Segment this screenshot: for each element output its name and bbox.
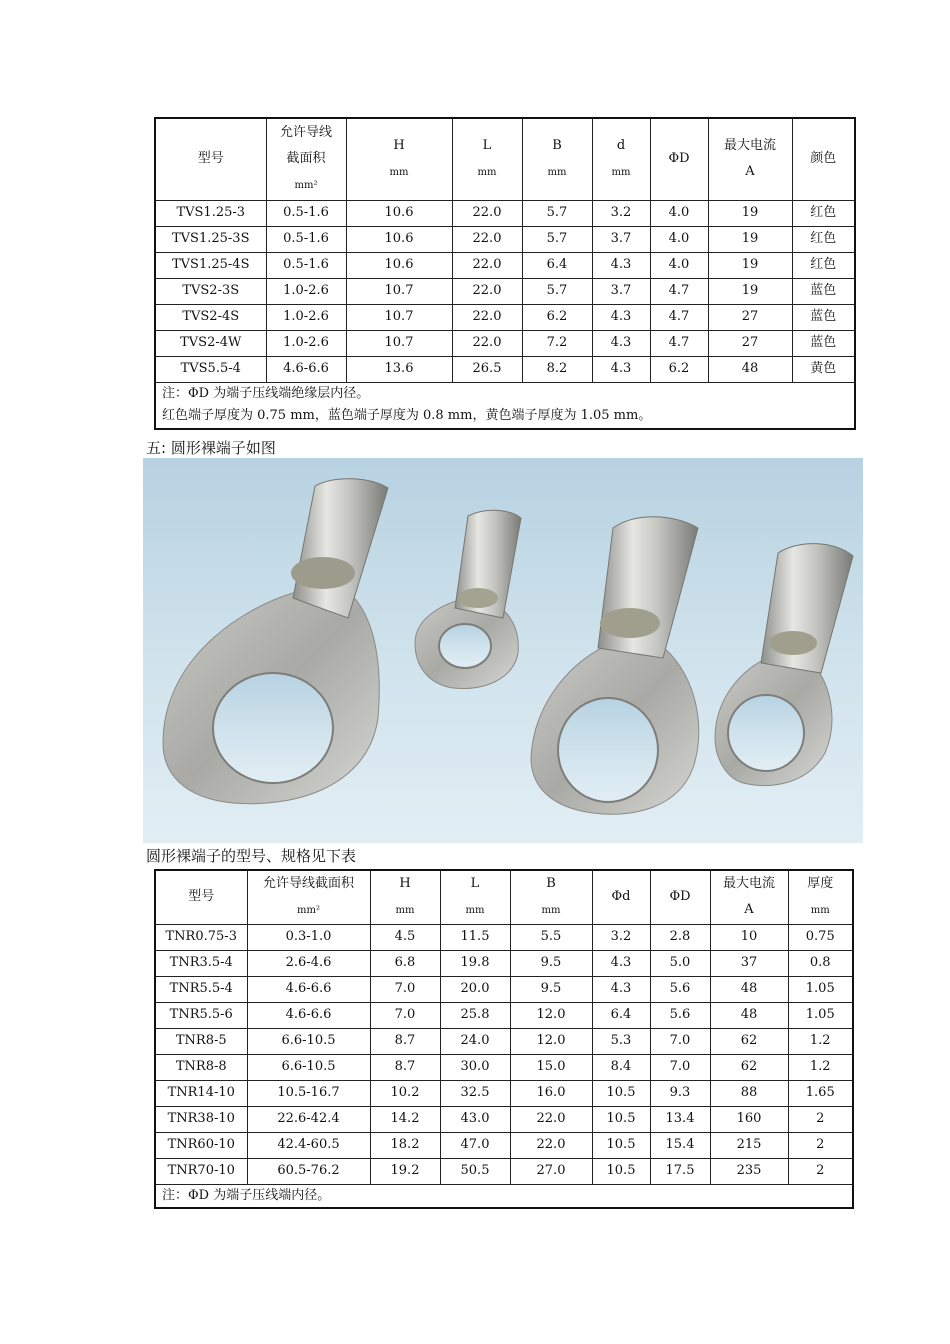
table-row xyxy=(155,1158,853,1184)
table-cell: 蓝色 xyxy=(792,304,855,330)
table-row xyxy=(155,200,855,226)
col-phiD-header: ΦD xyxy=(650,118,708,200)
table-row xyxy=(155,226,855,252)
table-cell: 6.2 xyxy=(522,304,592,330)
table-cell: 19.2 xyxy=(370,1158,440,1184)
table-cell: 3.2 xyxy=(592,200,650,226)
table-row xyxy=(155,1106,853,1132)
table-cell: 蓝色 xyxy=(792,330,855,356)
table-row xyxy=(155,278,855,304)
bare-ring-terminal-spec-table xyxy=(154,869,854,1209)
table-cell: 10.7 xyxy=(346,278,452,304)
table-cell: 5.3 xyxy=(592,1028,650,1054)
table-cell: 27 xyxy=(708,330,792,356)
col-thickness-header: 厚度 mm xyxy=(788,870,853,924)
table-cell: 2 xyxy=(788,1106,853,1132)
table2-caption: 圆形裸端子的型号、规格见下表 xyxy=(146,847,357,865)
table-cell: TNR70-10 xyxy=(155,1158,247,1184)
col-H-header: H mm xyxy=(370,870,440,924)
table-cell: 19.8 xyxy=(440,950,510,976)
table2-note-row xyxy=(155,1184,853,1208)
table-cell: 0.3-1.0 xyxy=(247,924,370,950)
table-row xyxy=(155,304,855,330)
table-cell: 2.8 xyxy=(650,924,710,950)
table-cell: 48 xyxy=(708,356,792,382)
table-cell: 8.4 xyxy=(592,1054,650,1080)
table-cell: TVS2-3S xyxy=(155,278,266,304)
table-cell: 0.5-1.6 xyxy=(266,252,346,278)
table-cell: 2.6-4.6 xyxy=(247,950,370,976)
table-cell: 2 xyxy=(788,1132,853,1158)
table-cell: TNR0.75-3 xyxy=(155,924,247,950)
table-cell: 5.7 xyxy=(522,200,592,226)
table-cell: 15.0 xyxy=(510,1054,592,1080)
table-cell: 1.2 xyxy=(788,1054,853,1080)
table-cell: 6.8 xyxy=(370,950,440,976)
table-cell: 6.6-10.5 xyxy=(247,1028,370,1054)
table-cell: 24.0 xyxy=(440,1028,510,1054)
table-cell: 1.05 xyxy=(788,976,853,1002)
table-cell: 62 xyxy=(710,1054,788,1080)
table-cell: 4.3 xyxy=(592,976,650,1002)
insulated-terminal-spec-table xyxy=(154,117,856,430)
table-cell: TVS2-4S xyxy=(155,304,266,330)
table-cell: TVS5.5-4 xyxy=(155,356,266,382)
table-cell: 4.3 xyxy=(592,304,650,330)
table-row xyxy=(155,950,853,976)
table1-note: 注：ΦD 为端子压线端绝缘层内径。 红色端子厚度为 0.75 mm，蓝色端子厚度为 0.8 mm，黄色端子厚度为 1.05 mm。 xyxy=(155,382,855,429)
table-cell: 0.8 xyxy=(788,950,853,976)
table2-note: 注：ΦD 为端子压线端内径。 xyxy=(155,1184,853,1208)
table-cell: 26.5 xyxy=(452,356,522,382)
table-cell: 19 xyxy=(708,252,792,278)
table-cell: 1.0-2.6 xyxy=(266,304,346,330)
col-L-header: L mm xyxy=(440,870,510,924)
table-cell: 4.5 xyxy=(370,924,440,950)
table-cell: 19 xyxy=(708,226,792,252)
table-cell: 10.6 xyxy=(346,200,452,226)
table-cell: 7.2 xyxy=(522,330,592,356)
table-row xyxy=(155,252,855,278)
table-cell: 5.0 xyxy=(650,950,710,976)
table-cell: 10.6 xyxy=(346,252,452,278)
table-cell: 8.7 xyxy=(370,1054,440,1080)
table-cell: TVS2-4W xyxy=(155,330,266,356)
table-cell: 1.2 xyxy=(788,1028,853,1054)
table-cell: 5.5 xyxy=(510,924,592,950)
table-cell: TNR8-5 xyxy=(155,1028,247,1054)
table-cell: 4.3 xyxy=(592,356,650,382)
table-cell: 3.7 xyxy=(592,226,650,252)
table-cell: 1.65 xyxy=(788,1080,853,1106)
table-row xyxy=(155,1002,853,1028)
table-cell: TNR5.5-6 xyxy=(155,1002,247,1028)
table-cell: 48 xyxy=(710,1002,788,1028)
table2-header-row xyxy=(155,870,853,924)
table-cell: 19 xyxy=(708,200,792,226)
table-cell: 10.5 xyxy=(592,1080,650,1106)
table-cell: 6.2 xyxy=(650,356,708,382)
table-cell: 235 xyxy=(710,1158,788,1184)
table-cell: 22.0 xyxy=(452,304,522,330)
table-cell: 7.0 xyxy=(650,1028,710,1054)
table-cell: 37 xyxy=(710,950,788,976)
table-cell: 27 xyxy=(708,304,792,330)
table-cell: 9.3 xyxy=(650,1080,710,1106)
table-cell: 0.5-1.6 xyxy=(266,226,346,252)
table-cell: 62 xyxy=(710,1028,788,1054)
table-cell: 4.0 xyxy=(650,200,708,226)
col-model-header: 型号 xyxy=(155,118,266,200)
col-B-header: B mm xyxy=(510,870,592,924)
table-cell: 4.0 xyxy=(650,252,708,278)
table-cell: 30.0 xyxy=(440,1054,510,1080)
table-cell: 红色 xyxy=(792,200,855,226)
col-model-header: 型号 xyxy=(155,870,247,924)
table-cell: 6.6-10.5 xyxy=(247,1054,370,1080)
table-cell: 19 xyxy=(708,278,792,304)
table-cell: TVS1.25-3S xyxy=(155,226,266,252)
table-cell: 4.6-6.6 xyxy=(247,1002,370,1028)
table-cell: 10 xyxy=(710,924,788,950)
table-cell: 4.7 xyxy=(650,304,708,330)
table-cell: 13.6 xyxy=(346,356,452,382)
table-cell: TVS1.25-4S xyxy=(155,252,266,278)
table-cell: 50.5 xyxy=(440,1158,510,1184)
table-cell: 4.6-6.6 xyxy=(266,356,346,382)
table-cell: 5.7 xyxy=(522,226,592,252)
table-cell: TNR5.5-4 xyxy=(155,976,247,1002)
table-cell: 4.3 xyxy=(592,330,650,356)
table-cell: 160 xyxy=(710,1106,788,1132)
table-cell: 43.0 xyxy=(440,1106,510,1132)
table-cell: 红色 xyxy=(792,226,855,252)
table-cell: 6.4 xyxy=(592,1002,650,1028)
table-row xyxy=(155,1028,853,1054)
table-row xyxy=(155,1132,853,1158)
table-cell: 20.0 xyxy=(440,976,510,1002)
table-cell: 14.2 xyxy=(370,1106,440,1132)
table-row xyxy=(155,1054,853,1080)
table-cell: 4.7 xyxy=(650,278,708,304)
table-cell: 47.0 xyxy=(440,1132,510,1158)
table-cell: 18.2 xyxy=(370,1132,440,1158)
table-cell: 7.0 xyxy=(650,1054,710,1080)
col-phiD-header: ΦD xyxy=(650,870,710,924)
table-cell: 7.0 xyxy=(370,1002,440,1028)
table-cell: 4.6-6.6 xyxy=(247,976,370,1002)
table-cell: 15.4 xyxy=(650,1132,710,1158)
table-cell: 黄色 xyxy=(792,356,855,382)
table-cell: 10.7 xyxy=(346,304,452,330)
col-area-header: 允许导线截面积 mm² xyxy=(247,870,370,924)
col-B-header: B mm xyxy=(522,118,592,200)
table-cell: TNR60-10 xyxy=(155,1132,247,1158)
table-cell: 16.0 xyxy=(510,1080,592,1106)
table-cell: 1.0-2.6 xyxy=(266,330,346,356)
col-area-header: 允许导线 截面积 mm² xyxy=(266,118,346,200)
table-cell: 5.6 xyxy=(650,1002,710,1028)
table-cell: 17.5 xyxy=(650,1158,710,1184)
table1-header-row xyxy=(155,118,855,200)
table-cell: 27.0 xyxy=(510,1158,592,1184)
col-L-header: L mm xyxy=(452,118,522,200)
table-cell: 13.4 xyxy=(650,1106,710,1132)
col-d-header: d mm xyxy=(592,118,650,200)
col-phid-header: Φd xyxy=(592,870,650,924)
table-cell: 22.6-42.4 xyxy=(247,1106,370,1132)
table-cell: 0.75 xyxy=(788,924,853,950)
table-cell: 12.0 xyxy=(510,1028,592,1054)
table-cell: 22.0 xyxy=(452,226,522,252)
table-cell: TVS1.25-3 xyxy=(155,200,266,226)
table-cell: 25.8 xyxy=(440,1002,510,1028)
col-imax-header: 最大电流 A xyxy=(708,118,792,200)
table-cell: 10.7 xyxy=(346,330,452,356)
table-cell: 22.0 xyxy=(510,1106,592,1132)
table-cell: 22.0 xyxy=(452,200,522,226)
table-cell: 红色 xyxy=(792,252,855,278)
table-cell: 9.5 xyxy=(510,976,592,1002)
table-cell: 5.6 xyxy=(650,976,710,1002)
table-cell: 4.3 xyxy=(592,252,650,278)
table-cell: 10.2 xyxy=(370,1080,440,1106)
table-cell: TNR38-10 xyxy=(155,1106,247,1132)
table-cell: 10.6 xyxy=(346,226,452,252)
table-cell: 4.7 xyxy=(650,330,708,356)
section-caption-ring-terminal: 五: 圆形裸端子如图 xyxy=(146,439,276,457)
table-cell: 10.5 xyxy=(592,1106,650,1132)
table-cell: 48 xyxy=(710,976,788,1002)
table-cell: 88 xyxy=(710,1080,788,1106)
table-cell: 2 xyxy=(788,1158,853,1184)
table-cell: 7.0 xyxy=(370,976,440,1002)
table-row xyxy=(155,1080,853,1106)
col-H-header: H mm xyxy=(346,118,452,200)
table-cell: 8.2 xyxy=(522,356,592,382)
ring-terminal-photo xyxy=(143,458,863,843)
table-cell: 3.2 xyxy=(592,924,650,950)
col-color-header: 颜色 xyxy=(792,118,855,200)
table-row xyxy=(155,976,853,1002)
table-cell: 22.0 xyxy=(452,252,522,278)
table-cell: 蓝色 xyxy=(792,278,855,304)
table-cell: TNR8-8 xyxy=(155,1054,247,1080)
table-cell: 4.0 xyxy=(650,226,708,252)
table-cell: 5.7 xyxy=(522,278,592,304)
table-cell: 22.0 xyxy=(452,278,522,304)
table-cell: 32.5 xyxy=(440,1080,510,1106)
table-cell: 0.5-1.6 xyxy=(266,200,346,226)
table-cell: TNR3.5-4 xyxy=(155,950,247,976)
table-cell: 3.7 xyxy=(592,278,650,304)
table-row xyxy=(155,924,853,950)
table-cell: TNR14-10 xyxy=(155,1080,247,1106)
table-cell: 4.3 xyxy=(592,950,650,976)
table-cell: 22.0 xyxy=(452,330,522,356)
table-cell: 22.0 xyxy=(510,1132,592,1158)
table1-note-row xyxy=(155,382,855,429)
table-cell: 12.0 xyxy=(510,1002,592,1028)
table-row xyxy=(155,330,855,356)
table-cell: 60.5-76.2 xyxy=(247,1158,370,1184)
table-cell: 215 xyxy=(710,1132,788,1158)
table-cell: 11.5 xyxy=(440,924,510,950)
table-cell: 6.4 xyxy=(522,252,592,278)
table-cell: 1.0-2.6 xyxy=(266,278,346,304)
table-cell: 10.5 xyxy=(592,1132,650,1158)
table-cell: 10.5-16.7 xyxy=(247,1080,370,1106)
table-row xyxy=(155,356,855,382)
table-cell: 42.4-60.5 xyxy=(247,1132,370,1158)
table-cell: 1.05 xyxy=(788,1002,853,1028)
col-imax-header: 最大电流 A xyxy=(710,870,788,924)
table-cell: 9.5 xyxy=(510,950,592,976)
table-cell: 10.5 xyxy=(592,1158,650,1184)
table-cell: 8.7 xyxy=(370,1028,440,1054)
